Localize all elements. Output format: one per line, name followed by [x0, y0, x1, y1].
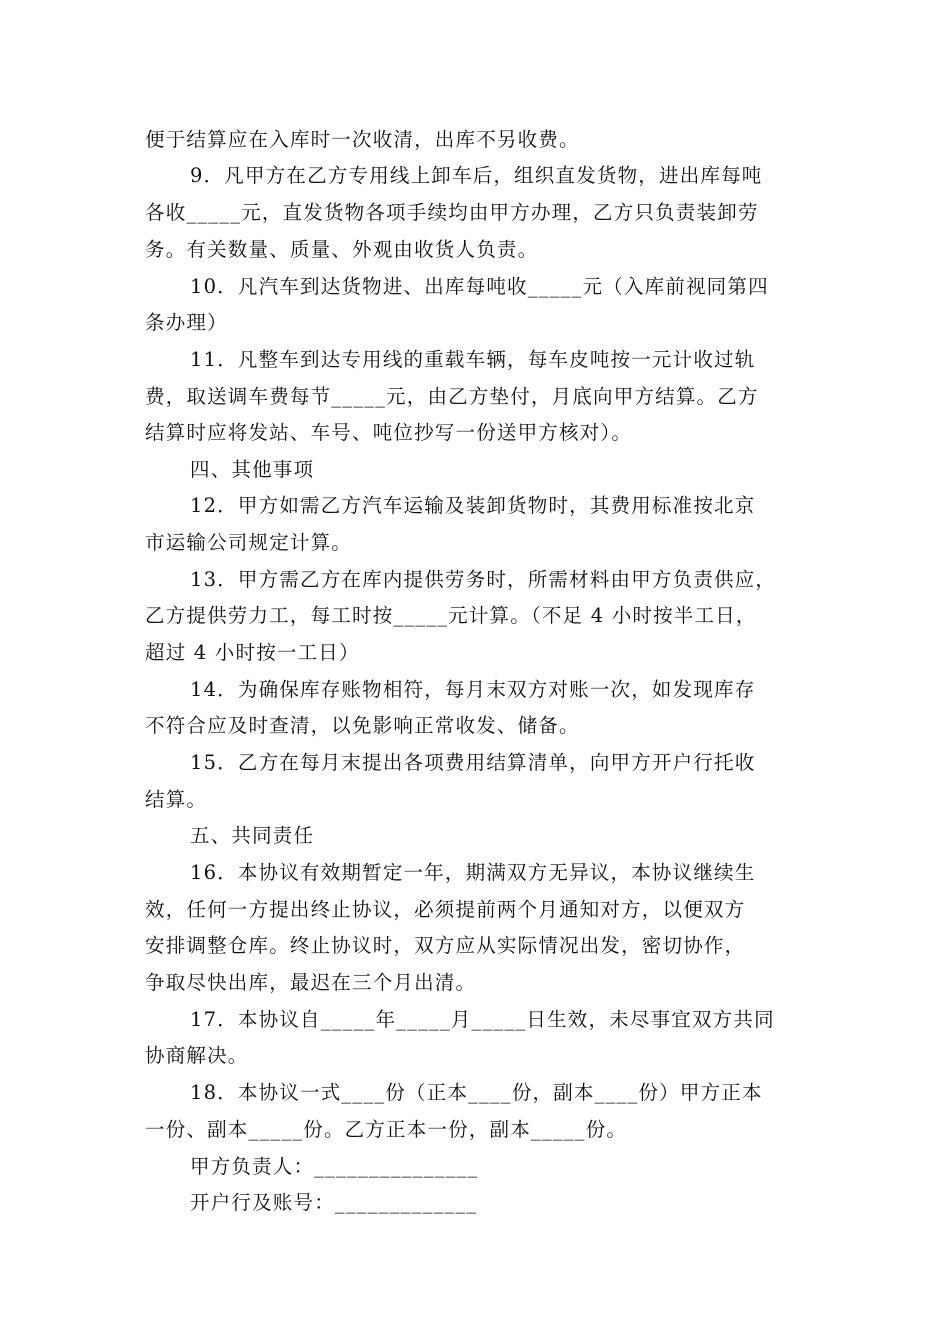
text-line: 条办理）	[145, 311, 228, 334]
clause-18-line: 18．本协议一式____份（正本____份，副本____份）甲方正本	[190, 1081, 763, 1104]
text-line: 争取尽快出库，最迟在三个月出清。	[145, 971, 477, 994]
bank-account-field: 开户行及账号：_____________	[190, 1191, 478, 1214]
text-line: 不符合应及时查清，以免影响正常收发、储备。	[145, 714, 580, 737]
section-heading-joint-responsibility: 五、共同责任	[190, 824, 315, 847]
text-line: 安排调整仓库。终止协议时，双方应从实际情况出发，密切协作，	[145, 934, 746, 957]
text-line: 费，取送调车费每节_____元，由乙方垫付，月底向甲方结算。乙方	[145, 385, 759, 408]
section-heading-other-matters: 四、其他事项	[190, 458, 315, 481]
clause-11-line: 11．凡整车到达专用线的重载车辆，每车皮吨按一元计收过轨	[190, 348, 756, 371]
clause-16-line: 16．本协议有效期暂定一年，期满双方无异议，本协议继续生	[190, 861, 756, 884]
text-line: 结算时应将发站、车号、吨位抄写一份送甲方核对）。	[145, 421, 633, 444]
text-line: 效，任何一方提出终止协议，必须提前两个月通知对方，以便双方	[145, 898, 746, 921]
text-line: 结算。	[145, 788, 208, 811]
text-line: 便于结算应在入库时一次收清，出库不另收费。	[145, 128, 580, 151]
text-line: 各收_____元，直发货物各项手续均由甲方办理，乙方只负责装卸劳	[145, 201, 759, 224]
text-line: 市运输公司规定计算。	[145, 531, 353, 554]
clause-17-line: 17．本协议自_____年_____月_____日生效，未尽事宜双方共同	[190, 1008, 775, 1031]
text-line: 乙方提供劳力工，每工时按_____元计算。（不足 4 小时按半工日，	[145, 604, 757, 627]
clause-14-line: 14．为确保库存账物相符，每月末双方对账一次，如发现库存	[190, 678, 756, 701]
party-a-representative-field: 甲方负责人：_______________	[190, 1155, 479, 1178]
clause-13-line: 13．甲方需乙方在库内提供劳务时，所需材料由甲方负责供应，	[190, 568, 777, 591]
text-line: 一份、副本_____份。乙方正本一份，副本_____份。	[145, 1118, 628, 1141]
text-line: 协商解决。	[145, 1044, 249, 1067]
clause-12-line: 12．甲方如需乙方汽车运输及装卸货物时，其费用标准按北京	[190, 494, 756, 517]
text-line: 超过 4 小时按一工日）	[145, 641, 360, 664]
clause-15-line: 15．乙方在每月末提出各项费用结算清单，向甲方开户行托收	[190, 751, 756, 774]
clause-9-line: 9．凡甲方在乙方专用线上卸车后，组织直发货物，进出库每吨	[190, 164, 763, 187]
clause-10-line: 10．凡汽车到达货物进、出库每吨收_____元（入库前视同第四	[190, 275, 769, 298]
text-line: 务。有关数量、质量、外观由收货人负责。	[145, 238, 539, 261]
